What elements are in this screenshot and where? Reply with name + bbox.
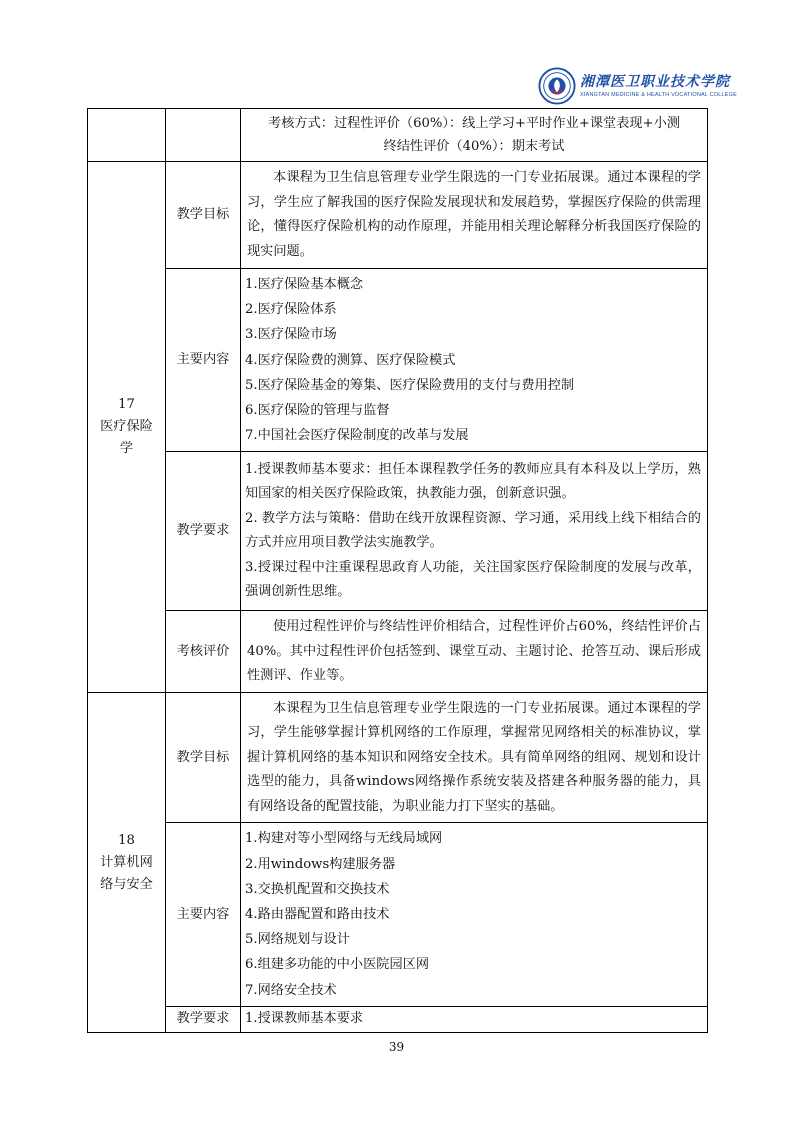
list-item: 1.构建对等小型网络与无线局域网 <box>245 831 443 847</box>
list-item: 2. 教学方法与策略：借助在线开放课程资源、学习通，采用线上线下相结合的方式并应用项目教学法实施教学。 <box>245 510 701 551</box>
list-item: 4.路由器配置和路由技术 <box>245 907 390 923</box>
course-18-objective-text: 本课程为卫生信息管理专业学生限选的一门专业拓展课。通过本课程的学习，学生能够掌握计算机网络的工作原理，掌握常见网络相关的标准协议，掌握计算机网络的基本知识和网络安全技术。具有简单网络的组网、规划和设计选型的能力，具备windows网络操作系统安装及搭建各种服务器的能力，具有网络设备的配置技能，为职业能力打下坚实的基础。 <box>247 700 701 814</box>
assessment-method-cell <box>241 109 708 162</box>
course-18-requirement-cell <box>241 1006 708 1032</box>
logo-chinese-name: 湘潭医卫职业技术学院 <box>580 74 730 90</box>
course-17-title-cell <box>88 162 166 693</box>
table-row <box>88 1006 708 1032</box>
list-item: 4.医疗保险费的测算、医疗保险模式 <box>245 352 456 368</box>
course-18-objective-cell <box>241 693 708 823</box>
course-table <box>87 108 708 1033</box>
table-row <box>88 693 708 823</box>
list-item: 3.医疗保险市场 <box>245 327 337 343</box>
list-item: 6.组建多功能的中小医院园区网 <box>245 957 430 973</box>
table-row <box>88 269 708 452</box>
list-item: 2.用windows构建服务器 <box>245 856 396 872</box>
list-item: 3.交换机配置和交换技术 <box>245 881 390 897</box>
course-17-name-line2: 学 <box>119 441 134 457</box>
college-emblem-icon <box>538 67 576 105</box>
assessment-method-line2: 终结性评价（40%）：期末考试 <box>383 139 565 154</box>
list-item: 7.网络安全技术 <box>245 982 337 998</box>
list-item: 5.网络规划与设计 <box>245 932 350 948</box>
course-18-content-label: 主要内容 <box>166 823 241 1006</box>
table-row <box>88 162 708 269</box>
list-item: 3.授课过程中注重课程思政育人功能，关注国家医疗保险制度的发展与改革，强调创新性思维。 <box>245 559 701 600</box>
table-row <box>88 823 708 1006</box>
course-17-assessment-cell <box>241 611 708 693</box>
course-17-content-cell <box>241 269 708 452</box>
course-18-title-cell <box>88 693 166 1032</box>
course-17-objective-cell <box>241 162 708 269</box>
course-17-requirement-label: 教学要求 <box>166 452 241 611</box>
logo-english-name: XIANGTAN MEDICINE & HEALTH VOCATIONAL COLLEGE <box>580 92 738 98</box>
course-18-content-cell <box>241 823 708 1006</box>
list-item: 7.中国社会医疗保险制度的改革与发展 <box>245 428 469 444</box>
page-number: 39 <box>388 1040 405 1054</box>
table-row <box>88 611 708 693</box>
table-row <box>88 452 708 611</box>
course-18-requirement-first: 1.授课教师基本要求 <box>245 1011 364 1027</box>
list-item: 1.授课教师基本要求：担任本课程教学任务的教师应具有本科及以上学历，熟知国家的相关医疗保险政策，执教能力强，创新意识强。 <box>245 461 701 502</box>
course-17-assessment-text: 使用过程性评价与终结性评价相结合，过程性评价占60%，终结性评价占40%。其中过程性评价包括签到、课堂互动、主题讨论、抢答互动、课后形成性测评、作业等。 <box>247 619 701 684</box>
course-17-name-line1: 医疗保险 <box>100 419 153 435</box>
college-logo <box>538 66 738 106</box>
course-18-name-line2: 络与安全 <box>100 876 153 892</box>
course-18-name-line1: 计算机网 <box>100 854 153 870</box>
course-17-objective-text: 本课程为卫生信息管理专业学生限选的一门专业拓展课。通过本课程的学习，学生应了解我国的医疗保险发展现状和发展趋势，掌握医疗保险的供需理论，懂得医疗保险机构的动作原理，并能用相关理论解释分析我国医疗保险的现实问题。 <box>247 170 701 259</box>
course-17-objective-label: 教学目标 <box>166 162 241 269</box>
list-item: 2.医疗保险体系 <box>245 302 337 318</box>
list-item: 5.医疗保险基金的筹集、医疗保险费用的支付与费用控制 <box>245 377 575 393</box>
course-18-objective-label: 教学目标 <box>166 693 241 823</box>
course-17-assessment-label: 考核评价 <box>166 611 241 693</box>
course-17-content-label: 主要内容 <box>166 269 241 452</box>
course-18-number: 18 <box>118 832 135 848</box>
table-row <box>88 109 708 162</box>
list-item: 1.医疗保险基本概念 <box>245 277 364 292</box>
assessment-method-line1: 考核方式：过程性评价（60%）：线上学习+平时作业+课堂表现+小测 <box>268 116 680 131</box>
course-17-requirement-cell <box>241 452 708 611</box>
list-item: 6.医疗保险的管理与监督 <box>245 403 390 419</box>
course-18-requirement-label: 教学要求 <box>166 1006 241 1032</box>
course-17-number: 17 <box>118 397 135 413</box>
